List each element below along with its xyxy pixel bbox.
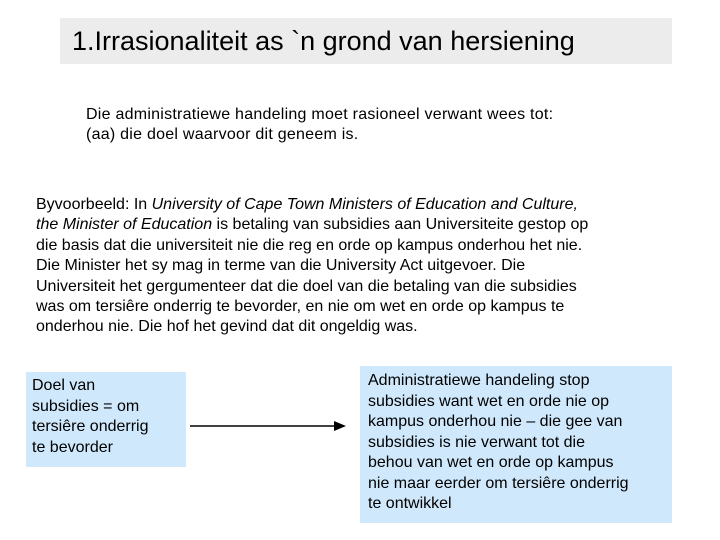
action-box — [360, 366, 672, 523]
example-line: die basis dat die universiteit nie die reg en orde op kampus onderhou het nie. — [36, 236, 583, 254]
action-line: subsidies want wet en orde nie op — [368, 392, 610, 410]
intro-text — [86, 105, 666, 145]
action-line: te ontwikkel — [368, 495, 452, 512]
example-line: Die Minister het sy mag in terme van die University Act uitgevoer. Die — [36, 257, 526, 275]
example-line: onderhou nie. Die hof het gevind dat dit ongeldig was. — [36, 318, 418, 336]
right-arrow-icon — [188, 416, 348, 436]
example-line — [36, 215, 676, 235]
action-line: subsidies is nie verwant tot die — [368, 433, 585, 451]
case-name: University of Cape Town Ministers of Education and Culture, — [151, 196, 578, 213]
example-line: was om tersiêre onderrig te bevorder, en nie om wet en orde op kampus te — [36, 298, 565, 316]
example-prefix: Byvoorbeeld: In — [36, 196, 152, 213]
slide-title-box — [60, 18, 672, 64]
purpose-line: subsidies = om — [32, 397, 140, 415]
action-line: Administratiewe handeling stop — [368, 372, 590, 389]
example-line — [36, 195, 676, 215]
action-line: kampus onderhou nie – die gee van — [368, 413, 623, 430]
case-party: the Minister of Education — [36, 216, 213, 234]
purpose-box — [26, 372, 186, 467]
action-line: behou van wet en orde op kampus — [368, 454, 614, 471]
purpose-line: tersiêre onderrig — [32, 418, 149, 435]
example-text: is betaling van subsidies aan Universiteite gestop op — [212, 216, 589, 234]
example-line: Universiteit het gergumenteer dat die doel van die betaling van die subsidies — [36, 277, 577, 295]
intro-line: (aa) die doel waarvoor dit geneem is. — [86, 126, 359, 143]
purpose-line: Doel van — [32, 377, 96, 394]
example-paragraph — [36, 195, 676, 338]
intro-line: Die administratiewe handeling moet rasioneel verwant wees tot: — [86, 106, 554, 123]
slide-title: 1.Irrasionaliteit as `n grond van hersiening — [72, 26, 575, 56]
action-line: nie maar eerder om tersiêre onderrig — [368, 474, 629, 492]
purpose-line: te bevorder — [32, 438, 113, 456]
